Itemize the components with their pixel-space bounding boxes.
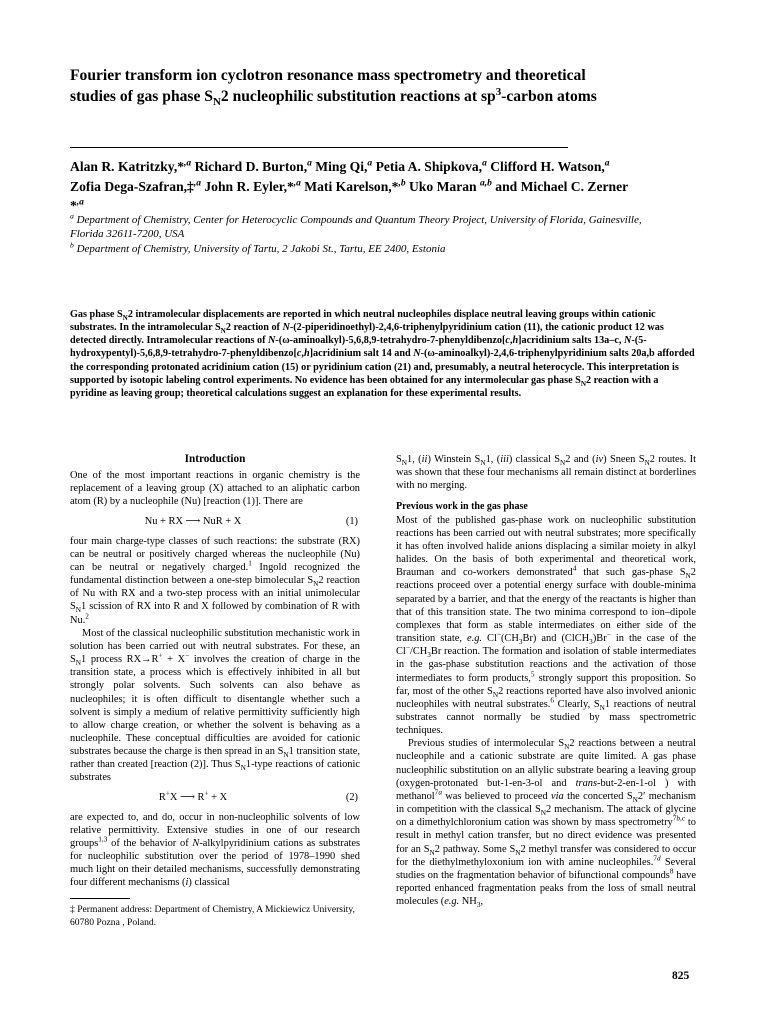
footnote: ‡ Permanent address: Department of Chemistry, A Mickiewicz University, 60780 Pozna , Poland. [70, 904, 355, 928]
equation-1-expression: Nu + RX ⟶ NuR + X [144, 515, 242, 527]
equation-2-number: (2) [345, 791, 358, 803]
section-heading-introduction: Introduction [184, 453, 246, 465]
affiliations [70, 213, 650, 256]
affiliation-a: $^a$ Department of Chemistry, Center for Heterocyclic Compounds and Quantum Theory Project, University of Florida, Gainesville, Florida 32611-7200, USA [70, 211, 642, 241]
footnote-rule [70, 898, 130, 899]
equation-1-number: (1) [345, 515, 358, 527]
equation-1 [70, 509, 360, 535]
affiliation-b: $^b$ Department of Chemistry, University of Tartu, 2 Jakobi St., Tartu, EE 2400, Estonia [70, 240, 446, 255]
equation-2-expression: R+X ⟶ R+ + X [158, 789, 228, 803]
intro-paragraph-4: are expected to, and do, occur in non-nucleophilic solvents of low relative permittivity. Extensive studies in one of our research groups$^{1,3}$ of the behavior of N-alkylpyridinium cations as substrates for nucleophilic substitution over the period of 1978–1990 shed much light on their detailed mechanisms, successfully demonstrating four different mechanisms (i) classical [70, 811, 360, 889]
equation-2 [70, 785, 360, 811]
right-column [396, 453, 696, 908]
intro-paragraph-2: four main charge-type classes of such reactions: the substrate (RX) can be neutral or positively charged whereas the nucleophile (Nu) can be neutral or negatively charged.$^1$ Ingold recognized the fundamental distinction between a one-step bimolecular $S_N2$ reaction of Nu with RX and a two-step process with an initial unimolecular $S_N1$ scission of RX into R and X followed by combination of R with Nu.$^2$ [70, 535, 360, 626]
abstract: Gas phase $S_N2$ intramolecular displacements are reported in which neutral nucleophiles displace neutral leaving groups within cationic substrates. In the intramolecular $S_N2$ reaction of N-(2-piperidinoethyl)-2,4,6-triphenylpyridinium cation (11), the cationic product 12 was detected directly. Intramolecular reactions of N-(ω-aminoalkyl)-5,6,8,9-tetrahydro-7-phenyldibenzo[c,h]acridinium salts 13a–c, N-(5-hydroxypentyl)-5,6,8,9-tetrahydro-7-phenyldibenzo[c,h]acridinium salt 14 and N-(ω-aminoalkyl)-2,4,6-triphenylpyridinium salts 20a,b afforded the corresponding protonated acridinium cation (15) or pyridinium cation (21) and, presumably, a neutral heterocycle. This interpretation is supported by isotopic labeling control experiments. No evidence has been obtained for any intermolecular gas phase $S_N2$ reaction with a pyridine as leaving group; theoretical calculations suggest an explanation for these experimental results. [70, 309, 695, 399]
right-paragraph-2: Most of the published gas-phase work on nucleophilic substitution reactions has been carried out with neutral substrates; more specifically it has often involved halide anions displacing a similar moiety in alkyl halides. On the basis of both experimental and theoretical work, Brauman and co-workers demonstrated$^4$ that such gas-phase $S_N2$ reactions proceed over a potential energy surface with double-minima separated by a barrier, and that the energy of the reactants is higher than that of this transition state. The two minima correspond to ion–dipole complexes that form as stable intermediates on either side of the transition state, e.g. $Cl^-(CH_3Br)$ and (ClCH$_3$)Br− in the case of the $Cl^-/CH_3Br$ reaction. The formation and isolation of stable intermediates in the gas-phase substitution reactions and the activation of those intermediates to form products,$^5$ strongly support this proposition. So far, most of the other $S_N2$ reactions reported have also involved anionic nucleophiles with neutral substrates.$^6$ Clearly, $S_N1$ reactions of neutral substrates cannot normally be studied by mass spectrometric techniques. [396, 514, 697, 737]
page-number: 825 [672, 970, 690, 982]
right-paragraph-3: Previous studies of intermolecular $S_N2$ reactions between a neutral nucleophile and a cationic substrate are quite limited. A gas phase nucleophilic substitution on an allylic substrate bearing a leaving group (oxygen-protonated but-1-en-3-ol and trans-but-2-en-1-ol ) with methanol$^{7a}$ was believed to proceed via the concerted $S_N2'$ mechanism in competition with the classical $S_N2$ mechanism. The attack of glycine on a dimethylchloronium cation was shown by mass spectrometry$^{7b,c}$ to result in methyl cation transfer, but no direct evidence was presented for an $S_N2$ pathway. Some $S_N2$ methyl transfer was considered to occur for the diethylmethyloxonium ion with amine nucleophiles.$^{7d}$ Several studies on the fragmentation behavior of bifunctional compounds$^8$ have reported enhanced fragmentation peaks from the loss of small neutral molecules (e.g. $NH_3$, [396, 738, 697, 910]
paper-title: Fourier transform ion cyclotron resonance mass spectrometry and theoretical studies of gas phase $S_N2$ nucleophilic substitution reactions at $sp^3$-carbon atoms [70, 67, 597, 108]
author-list: Alan R. Katritzky,*$^{,a}$ Richard D. Burton,$^a$ Ming Qi,$^a$ Petia A. Shipkova,$^a$ Clifford H. Watson,$^a$ Zofia Dega-Szafran,‡$^{,a}$ John R. Eyler,*$^{,a}$ Mati Karelson,*$^{,b}$ Uko Maran $^{a,b}$ and Michael C. Zerner *$^{,a}$ [70, 158, 628, 213]
left-column [70, 453, 360, 890]
intro-paragraph-3: Most of the classical nucleophilic substitution mechanistic work in solution has been carried out with neutral substrates. For these, an $S_N1$ process RX→R+ + X− involves the creation of charge in the transition state, a process which is effectively inhibited in all but strongly polar solvents. Such solvents can also behave as nucleophiles; it is often difficult to disentangle whether such a solvent is simply a medium of relative permittivity sufficiently high to allow charge creation, or whether the solvent is behaving as a nucleophile. These conceptual difficulties are avoided for cationic substrates because the charge is then spread in an $S_N1$ transition state, rather than created [reaction (2)]. Thus $S_N1$-type reactions of cationic substrates [70, 627, 361, 784]
intro-paragraph-1: One of the most important reactions in organic chemistry is the replacement of a leaving group (X) attached to an aliphatic carbon atom (R) by a nucleophile (Nu) [reaction (1)]. There are [70, 470, 360, 508]
subsection-heading-gas-phase: Previous work in the gas phase [396, 501, 528, 513]
right-paragraph-1: $S_N1$, (ii) Winstein $S_N1$, (iii) classical $S_N2$ and (iv) Sneen $S_N2$ routes. It was shown that these four mechanisms all remain distinct at borderlines with no merging. [396, 454, 696, 492]
title-rule [70, 147, 568, 148]
